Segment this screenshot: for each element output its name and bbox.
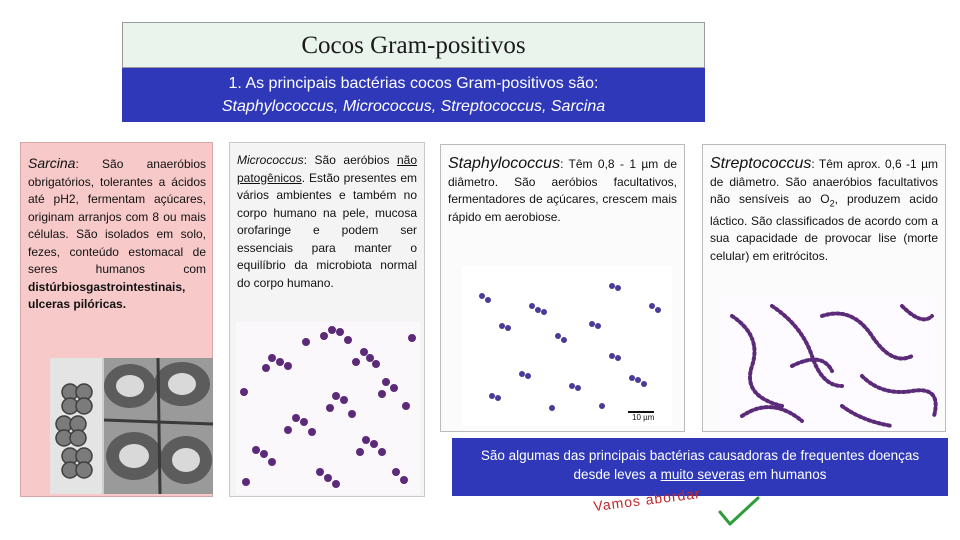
staphylococcus-name: Staphylococcus — [448, 155, 561, 172]
summary-line-2 — [452, 465, 948, 484]
subtitle-band — [122, 68, 705, 122]
summary-line-2-underlined: muito severas — [660, 467, 745, 482]
staphylococcus-micrograph-image — [462, 266, 672, 426]
scale-bar-label: 10 µm — [632, 413, 655, 422]
summary-line-1: São algumas das principais bactérias causadoras de frequentes doenças — [480, 448, 920, 463]
sarcina-text-bold: distúrbiosgastrointestinais, ulceras pilóricas. — [28, 279, 186, 311]
micrococcus-name: Micrococcus — [237, 153, 304, 167]
check-icon — [718, 496, 760, 526]
streptococcus-name: Streptococcus — [710, 155, 812, 172]
summary-line-2-a: desde leves a — [573, 467, 661, 482]
vamos-abordar-label: Vamos abordar — [592, 485, 702, 515]
streptococcus-micrograph-image — [722, 296, 938, 431]
streptococcus-subscript: 2 — [829, 198, 835, 209]
sarcina-text: : São anaeróbios obrigatórios, tolerantes a ácidos até pH2, fermentam açúcares, originam arranjos com 8 ou mais células. São isolados em solo, fezes, conteúdo estomacal de seres humanos com — [28, 157, 206, 276]
micrococcus-text-b: . Estão presentes em vários ambientes e também no corpo humano na pele, mucosa orofaringe e podem ser essenciais para manter o equilíbrio da microbiota normal do corpo humano. — [237, 170, 417, 290]
micrococcus-underlined: não patogênicos — [237, 153, 417, 185]
summary-line-2-b: em humanos — [744, 467, 827, 482]
sarcina-name: Sarcina — [28, 155, 76, 171]
staphylococcus-text: : Têm 0,8 - 1 µm de diâmetro. São aeróbios facultativos, fermentadores de açúcares, crescem mais rápido em aerobiose. — [448, 157, 677, 224]
subtitle-line-2: Staphylococcus, Micrococcus, Streptococcus, Sarcina — [221, 98, 606, 115]
micrococcus-micrograph-image — [236, 322, 420, 494]
slide-title: Cocos Gram-positivos — [122, 22, 705, 68]
subtitle-line-1: 1. As principais bactérias cocos Gram-positivos são: — [228, 75, 599, 92]
streptococcus-text-b: , produzem acido láctico. São classificados de acordo com a sua capacidade de provocar lise (morte celular) em eritrócitos. — [710, 192, 938, 263]
micrococcus-text-a: : São aeróbios — [303, 153, 397, 167]
streptococcus-text-a: : Têm aprox. 0,6 -1 µm de diâmetro. São anaeróbios facultativos não sensíveis ao O — [710, 157, 938, 206]
sarcina-micrograph-image — [50, 358, 213, 494]
